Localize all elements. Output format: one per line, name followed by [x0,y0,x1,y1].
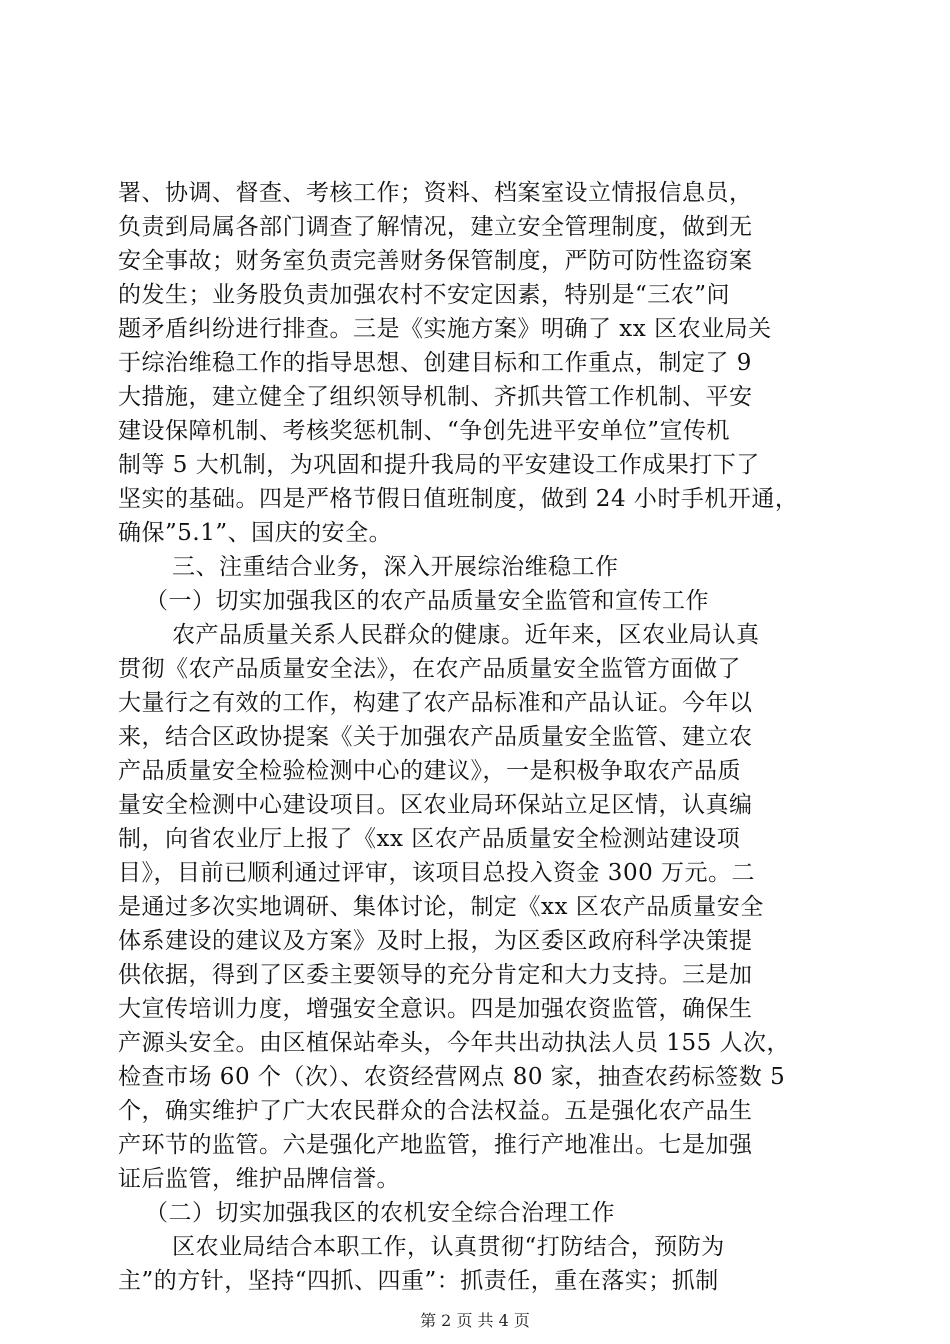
body-line: 的发生；业务股负责加强农村不安定因素，特别是“三农”问 [118,282,731,308]
body-line: 产源头安全。由区植保站牵头，今年共出动执法人员 155 人次， [118,1030,791,1056]
body-line: 目》，目前已顺利通过评审，该项目总投入资金 300 万元。二 [118,860,756,886]
body-line: 主”的方针，坚持“四抓、四重”：抓责任，重在落实；抓制 [118,1268,719,1294]
body-line: 产环节的监管。六是强化产地监管，推行产地准出。七是加强 [118,1132,753,1158]
body-line: 来，结合区政协提案《关于加强农产品质量安全监管、建立农 [118,724,753,750]
section-heading: 三、注重结合业务，深入开展综治维稳工作 [172,554,619,580]
body-line: 题矛盾纠纷进行排查。三是《实施方案》明确了 xx 区农业局关 [118,316,772,342]
page-number-footer: 第 2 页 共 4 页 [420,1311,530,1330]
body-line: 大措施，建立健全了组织领导机制、齐抓共管工作机制、平安 [118,384,753,410]
body-line: 体系建设的建议及方案》及时上报，为区委区政府科学决策提 [118,928,753,954]
subsection-heading: （二）切实加强我区的农机安全综合治理工作 [145,1200,615,1226]
body-line: 署、协调、督查、考核工作；资料、档案室设立情报信息员， [118,180,753,206]
body-line: 建设保障机制、考核奖惩机制、“争创先进平安单位”宣传机 [118,418,731,444]
body-line: 大量行之有效的工作，构建了农产品标准和产品认证。今年以 [118,690,753,716]
body-line: 大宣传培训力度，增强安全意识。四是加强农资监管，确保生 [118,996,753,1022]
body-line: 于综治维稳工作的指导思想、创建目标和工作重点，制定了 9 [118,350,752,376]
body-line: 产品质量安全检验检测中心的建议》，一是积极争取农产品质 [118,758,741,784]
body-line: 贯彻《农产品质量安全法》，在农产品质量安全监管方面做了 [118,656,741,682]
body-line: 个，确实维护了广大农民群众的合法权益。五是强化农产品生 [118,1098,753,1124]
body-line: 检查市场 60 个（次）、农资经营网点 80 家，抽查农药标签数 5 [118,1064,786,1090]
body-line: 农产品质量关系人民群众的健康。近年来，区农业局认真 [172,622,760,648]
body-line: 证后监管，维护品牌信誉。 [118,1166,400,1192]
body-line: 确保”5.1”、国庆的安全。 [118,520,393,546]
body-line: 安全事故；财务室负责完善财务保管制度，严防可防性盗窃案 [118,248,753,274]
subsection-heading: （一）切实加强我区的农产品质量安全监管和宣传工作 [145,588,709,614]
body-line: 区农业局结合本职工作，认真贯彻“打防结合，预防为 [172,1234,725,1260]
body-line: 制等 5 大机制，为巩固和提升我局的平安建设工作成果打下了 [118,452,760,478]
body-line: 是通过多次实地调研、集体讨论，制定《xx 区农产品质量安全 [118,894,764,920]
body-line: 供依据，得到了区委主要领导的充分肯定和大力支持。三是加 [118,962,753,988]
body-line: 负责到局属各部门调查了解情况，建立安全管理制度，做到无 [118,214,753,240]
body-line: 制，向省农业厅上报了《xx 区农产品质量安全检测站建设项 [118,826,741,852]
body-line: 坚实的基础。四是严格节假日值班制度，做到 24 小时手机开通， [118,486,799,512]
body-line: 量安全检测中心建设项目。区农业局环保站立足区情，认真编 [118,792,753,818]
